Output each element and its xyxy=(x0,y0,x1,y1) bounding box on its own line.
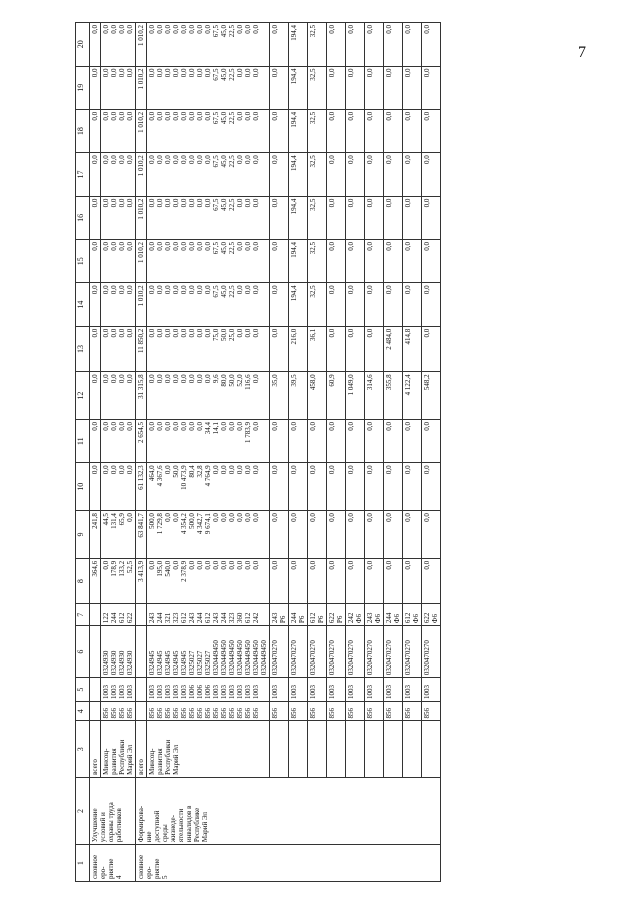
cell-col-10: 0,0 xyxy=(384,463,403,511)
cell-col-4: 856 xyxy=(384,701,403,721)
column-number-19: 19 xyxy=(76,66,90,109)
cell-col-7: 243 Р6 xyxy=(270,604,289,626)
cell-col-4: 856 xyxy=(327,701,346,721)
table-row xyxy=(327,23,346,882)
cell-col-11: 0,0 xyxy=(346,420,365,463)
cell-col-3 xyxy=(289,721,308,777)
cell-col-8: 0,0 xyxy=(346,558,365,604)
cell-col-20: 194,4 xyxy=(289,23,308,67)
table-row xyxy=(422,23,441,882)
cell-col-18: 0,0 xyxy=(384,109,403,152)
cell-col-14: 0,0 0,0 0,0 0,0 xyxy=(101,283,136,326)
cell-col-7: 612 Р6 xyxy=(308,604,327,626)
cell-col-16: 0,0 0,0 0,0 0,0 0,0 0,0 0,0 0,0 67,5 45,0 22,5 0,0 0,0 0,0 xyxy=(147,196,270,239)
cell-col-18: 194,4 xyxy=(289,109,308,152)
cell-col-13: 0,0 xyxy=(90,326,101,372)
cell-col-20: 0,0 xyxy=(346,23,365,67)
table-row xyxy=(90,23,101,882)
cell-col-11: 0,0 xyxy=(384,420,403,463)
cell-col-14: 194,4 xyxy=(289,283,308,326)
cell-col-13: 36,1 xyxy=(308,326,327,372)
cell-col-6: 0320470270 xyxy=(384,626,403,678)
cell-col-19: 1 010,2 xyxy=(136,66,147,109)
table-row xyxy=(147,23,270,882)
cell-col-20: 0,0 xyxy=(90,23,101,67)
activity-label: сновное еро- риятие 4 xyxy=(90,845,136,882)
cell-col-16: 0,0 xyxy=(90,196,101,239)
cell-col-9: 63 841,7 xyxy=(136,511,147,559)
cell-col-11: 0,0 0,0 0,0 0,0 xyxy=(101,420,136,463)
cell-col-19: 0,0 xyxy=(422,66,441,109)
cell-col-18: 0,0 0,0 0,0 0,0 0,0 0,0 0,0 0,0 67,5 45,0 22,5 0,0 0,0 0,0 xyxy=(147,109,270,152)
cell-col-14: 0,0 xyxy=(90,283,101,326)
cell-col-11: 2 654,5 xyxy=(136,420,147,463)
cell-col-15: 0,0 xyxy=(365,240,384,283)
cell-col-11: 0,0 xyxy=(90,420,101,463)
cell-col-18: 0,0 xyxy=(346,109,365,152)
cell-col-17: 0,0 xyxy=(270,153,289,196)
cell-col-6: 0320470270 xyxy=(289,626,308,678)
cell-col-7 xyxy=(90,604,101,626)
cell-col-19: 0,0 xyxy=(90,66,101,109)
cell-col-14: 0,0 xyxy=(327,283,346,326)
column-number-12: 12 xyxy=(76,372,90,420)
cell-col-15: 0,0 xyxy=(346,240,365,283)
cell-col-5: 1003 1003 1003 1003 1003 1006 1006 1006 1003 1003 1003 1003 1003 1003 xyxy=(147,678,270,702)
budget-table xyxy=(75,22,441,882)
column-number-7: 7 xyxy=(76,604,90,626)
cell-col-14: 0,0 xyxy=(422,283,441,326)
cell-col-3 xyxy=(346,721,365,777)
column-number-4: 4 xyxy=(76,701,90,721)
cell-col-13: 0,0 0,0 0,0 0,0 0,0 0,0 0,0 0,0 75,0 50,0 25,0 0,0 0,0 0,0 xyxy=(147,326,270,372)
cell-col-6: 0320470270 xyxy=(403,626,422,678)
cell-col-18: 0,0 xyxy=(327,109,346,152)
cell-col-18: 0,0 0,0 0,0 0,0 xyxy=(101,109,136,152)
cell-col-10: 0,0 xyxy=(346,463,365,511)
cell-col-20: 1 010,2 xyxy=(136,23,147,67)
cell-col-16: 0,0 xyxy=(384,196,403,239)
activity-label: сновное еро- риятие 5 xyxy=(136,845,441,882)
cell-col-18: 0,0 xyxy=(422,109,441,152)
table-row xyxy=(384,23,403,882)
cell-col-12: 31 315,8 xyxy=(136,372,147,420)
cell-col-20: 0,0 xyxy=(403,23,422,67)
cell-col-5: 1003 xyxy=(289,678,308,702)
activity-name: Улучшение условий и охраны труда работников xyxy=(90,777,136,844)
cell-col-5: 1003 xyxy=(384,678,403,702)
cell-col-20: 0,0 xyxy=(327,23,346,67)
column-number-14: 14 xyxy=(76,283,90,326)
cell-col-14: 0,0 xyxy=(270,283,289,326)
cell-col-3: Минсоц- развития Республики Марий Эл xyxy=(147,721,270,777)
cell-col-16: 0,0 xyxy=(403,196,422,239)
cell-col-6 xyxy=(136,626,147,678)
cell-col-13: 0,0 xyxy=(270,326,289,372)
cell-col-13: 414,8 xyxy=(403,326,422,372)
cell-col-16: 1 010,2 xyxy=(136,196,147,239)
cell-col-12: 458,0 xyxy=(308,372,327,420)
cell-col-7: 244 Р6 xyxy=(289,604,308,626)
cell-col-5 xyxy=(90,678,101,702)
cell-col-6 xyxy=(90,626,101,678)
cell-col-5: 1003 1003 1003 1003 xyxy=(101,678,136,702)
cell-col-10: 0,0 0,0 0,0 0,0 xyxy=(101,463,136,511)
cell-col-14: 1 010,2 xyxy=(136,283,147,326)
cell-col-8: 0,0 xyxy=(422,558,441,604)
column-number-3: 3 xyxy=(76,721,90,777)
cell-col-12: 548,2 xyxy=(422,372,441,420)
cell-col-7: 622 Ф6 xyxy=(422,604,441,626)
cell-col-15: 0,0 xyxy=(422,240,441,283)
cell-col-6: 0320470270 xyxy=(422,626,441,678)
cell-col-19: 0,0 0,0 0,0 0,0 0,0 0,0 0,0 0,0 67,5 45,0 22,5 0,0 0,0 0,0 xyxy=(147,66,270,109)
cell-col-5: 1003 xyxy=(422,678,441,702)
column-number-6: 6 xyxy=(76,626,90,678)
cell-col-19: 194,4 xyxy=(289,66,308,109)
cell-col-5: 1003 xyxy=(308,678,327,702)
column-number-20: 20 xyxy=(76,23,90,67)
cell-col-13: 216,0 xyxy=(289,326,308,372)
rotated-table-sheet xyxy=(75,22,615,882)
cell-col-17: 0,0 xyxy=(90,153,101,196)
cell-col-9: 0,0 xyxy=(289,511,308,559)
cell-col-9: 0,0 xyxy=(403,511,422,559)
cell-col-5: 1003 xyxy=(327,678,346,702)
cell-col-12: 314,6 xyxy=(365,372,384,420)
cell-col-6: 0320470270 xyxy=(327,626,346,678)
cell-col-20: 0,0 xyxy=(422,23,441,67)
cell-col-12: 0,0 0,0 0,0 0,0 0,0 0,0 0,0 0,0 9,6 80,0 50,0 52,0 116,6 0,0 xyxy=(147,372,270,420)
cell-col-9: 0,0 xyxy=(422,511,441,559)
cell-col-7: 242 Ф6 xyxy=(346,604,365,626)
cell-col-13: 2 484,0 xyxy=(384,326,403,372)
cell-col-6: 0320470270 xyxy=(270,626,289,678)
cell-col-4: 856 xyxy=(365,701,384,721)
cell-col-20: 0,0 0,0 0,0 0,0 xyxy=(101,23,136,67)
table-row xyxy=(346,23,365,882)
cell-col-14: 32,5 xyxy=(308,283,327,326)
cell-col-18: 0,0 xyxy=(365,109,384,152)
cell-col-4: 856 856 856 856 856 856 856 856 856 856 856 856 856 856 xyxy=(147,701,270,721)
cell-col-3: всего xyxy=(90,721,101,777)
cell-col-13: 11 850,2 xyxy=(136,326,147,372)
cell-col-12: 355,8 xyxy=(384,372,403,420)
cell-col-18: 32,5 xyxy=(308,109,327,152)
cell-col-7: 622 Р6 xyxy=(327,604,346,626)
cell-col-12: 35,0 xyxy=(270,372,289,420)
cell-col-3 xyxy=(384,721,403,777)
cell-col-8: 0,0 xyxy=(365,558,384,604)
table-row xyxy=(289,23,308,882)
cell-col-4: 856 xyxy=(422,701,441,721)
column-number-9: 9 xyxy=(76,511,90,559)
cell-col-17: 0,0 xyxy=(346,153,365,196)
cell-col-15: 32,5 xyxy=(308,240,327,283)
column-number-17: 17 xyxy=(76,153,90,196)
cell-col-17: 0,0 0,0 0,0 0,0 xyxy=(101,153,136,196)
cell-col-12: 60,9 xyxy=(327,372,346,420)
cell-col-6: 0320470270 xyxy=(346,626,365,678)
cell-col-4: 856 856 856 856 xyxy=(101,701,136,721)
cell-col-8: 364,6 xyxy=(90,558,101,604)
cell-col-15: 0,0 xyxy=(270,240,289,283)
column-number-2: 2 xyxy=(76,777,90,844)
cell-col-9: 0,0 xyxy=(384,511,403,559)
cell-col-13: 0,0 xyxy=(422,326,441,372)
cell-col-15: 0,0 xyxy=(90,240,101,283)
cell-col-19: 0,0 xyxy=(346,66,365,109)
cell-col-9: 0,0 xyxy=(308,511,327,559)
cell-col-20: 0,0 xyxy=(270,23,289,67)
column-number-10: 10 xyxy=(76,463,90,511)
cell-col-3 xyxy=(365,721,384,777)
cell-col-17: 0,0 xyxy=(365,153,384,196)
cell-col-16: 0,0 xyxy=(327,196,346,239)
cell-col-15: 0,0 0,0 0,0 0,0 xyxy=(101,240,136,283)
cell-col-6: 0320470270 xyxy=(308,626,327,678)
cell-col-9: 241,8 xyxy=(90,511,101,559)
cell-col-14: 0,0 xyxy=(403,283,422,326)
cell-col-12: 1 049,0 xyxy=(346,372,365,420)
cell-col-17: 0,0 xyxy=(384,153,403,196)
cell-col-10: 0,0 xyxy=(270,463,289,511)
cell-col-11: 0,0 xyxy=(308,420,327,463)
cell-col-3 xyxy=(270,721,289,777)
column-number-11: 11 xyxy=(76,420,90,463)
cell-col-17: 0,0 xyxy=(403,153,422,196)
cell-col-20: 0,0 0,0 0,0 0,0 0,0 0,0 0,0 0,0 67,5 45,0 22,5 0,0 0,0 0,0 xyxy=(147,23,270,67)
cell-col-10: 0,0 xyxy=(403,463,422,511)
cell-col-18: 0,0 xyxy=(403,109,422,152)
cell-col-17: 0,0 xyxy=(422,153,441,196)
cell-col-7 xyxy=(136,604,147,626)
cell-col-4 xyxy=(90,701,101,721)
cell-col-15: 194,4 xyxy=(289,240,308,283)
cell-col-6: 0324930 0324930 0324930 0324930 xyxy=(101,626,136,678)
cell-col-10: 61 132,3 xyxy=(136,463,147,511)
cell-col-9: 44,5 131,4 65,9 0,0 xyxy=(101,511,136,559)
column-number-16: 16 xyxy=(76,196,90,239)
cell-col-9: 0,0 xyxy=(346,511,365,559)
cell-col-16: 0,0 xyxy=(270,196,289,239)
page-number: 7 xyxy=(578,44,586,61)
cell-col-15: 1 010,2 xyxy=(136,240,147,283)
cell-col-20: 0,0 xyxy=(384,23,403,67)
cell-col-10: 0,0 xyxy=(308,463,327,511)
cell-col-15: 0,0 xyxy=(327,240,346,283)
cell-col-11: 0,0 xyxy=(403,420,422,463)
cell-col-16: 194,4 xyxy=(289,196,308,239)
cell-col-7: 244 Ф6 xyxy=(384,604,403,626)
cell-col-8: 0,0 xyxy=(308,558,327,604)
column-number-15: 15 xyxy=(76,240,90,283)
cell-col-5: 1003 xyxy=(270,678,289,702)
cell-col-7: 612 Ф6 xyxy=(403,604,422,626)
cell-col-16: 0,0 xyxy=(346,196,365,239)
activity-name: Формирова- ние доступной среды жизнеде- ятельности инвалидов в Республике Марий Эл xyxy=(136,777,441,844)
cell-col-17: 194,4 xyxy=(289,153,308,196)
cell-col-5: 1003 xyxy=(403,678,422,702)
cell-col-19: 0,0 0,0 0,0 0,0 xyxy=(101,66,136,109)
column-number-18: 18 xyxy=(76,109,90,152)
cell-col-3 xyxy=(327,721,346,777)
column-number-8: 8 xyxy=(76,558,90,604)
cell-col-8: 0,0 195,0 540,0 0,0 2 378,9 0,0 0,0 0,0 0,0 0,0 0,0 0,0 0,0 0,0 xyxy=(147,558,270,604)
cell-col-6: 0324945 0324945 0324945 0324945 0324945 0325027 0325027 0325027 0320449450 0320449450 0320449450 0320449450 0320449450 0320449450 0320449450 xyxy=(147,626,270,678)
cell-col-10: 0,0 xyxy=(327,463,346,511)
cell-col-7: 122 244 612 622 xyxy=(101,604,136,626)
cell-col-11: 0,0 xyxy=(365,420,384,463)
cell-col-20: 32,5 xyxy=(308,23,327,67)
cell-col-17: 0,0 xyxy=(327,153,346,196)
cell-col-12: 0,0 xyxy=(90,372,101,420)
table-row xyxy=(101,23,136,882)
cell-col-6: 0320470270 xyxy=(365,626,384,678)
cell-col-8: 0,0 xyxy=(270,558,289,604)
cell-col-14: 0,0 xyxy=(384,283,403,326)
cell-col-10: 464,0 4 367,6 0,0 50,0 10 473,9 80,4 32,8 4 764,9 0,0 0,0 0,0 0,0 0,0 0,0 xyxy=(147,463,270,511)
cell-col-8: 0,0 178,9 133,2 52,5 xyxy=(101,558,136,604)
cell-col-8: 0,0 xyxy=(327,558,346,604)
cell-col-5: 1003 xyxy=(365,678,384,702)
cell-col-10: 0,0 xyxy=(365,463,384,511)
cell-col-4: 856 xyxy=(289,701,308,721)
column-number-1: 1 xyxy=(76,845,90,882)
cell-col-19: 0,0 xyxy=(403,66,422,109)
cell-col-8: 0,0 xyxy=(403,558,422,604)
cell-col-11: 0,0 xyxy=(289,420,308,463)
cell-col-13: 0,0 xyxy=(365,326,384,372)
cell-col-10: 0,0 xyxy=(422,463,441,511)
cell-col-8: 0,0 xyxy=(384,558,403,604)
column-number-13: 13 xyxy=(76,326,90,372)
cell-col-7: 243 Ф6 xyxy=(365,604,384,626)
cell-col-5: 1003 xyxy=(346,678,365,702)
cell-col-16: 0,0 xyxy=(422,196,441,239)
cell-col-19: 0,0 xyxy=(365,66,384,109)
cell-col-9: 500,0 1 729,8 0,0 0,0 4 354,2 500,0 4 342,7 9 674,1 0,0 0,0 0,0 0,0 0,0 0,0 xyxy=(147,511,270,559)
cell-col-5 xyxy=(136,678,147,702)
cell-col-16: 0,0 xyxy=(365,196,384,239)
cell-col-3 xyxy=(308,721,327,777)
cell-col-18: 0,0 xyxy=(90,109,101,152)
table-row xyxy=(308,23,327,882)
cell-col-17: 0,0 0,0 0,0 0,0 0,0 0,0 0,0 0,0 67,5 45,0 22,5 0,0 0,0 0,0 xyxy=(147,153,270,196)
cell-col-8: 3 413,9 xyxy=(136,558,147,604)
cell-col-13: 0,0 xyxy=(327,326,346,372)
cell-col-9: 0,0 xyxy=(365,511,384,559)
cell-col-15: 0,0 xyxy=(403,240,422,283)
table-row xyxy=(365,23,384,882)
cell-col-19: 0,0 xyxy=(270,66,289,109)
cell-col-13: 0,0 0,0 0,0 0,0 xyxy=(101,326,136,372)
cell-col-13: 0,0 xyxy=(346,326,365,372)
cell-col-11: 0,0 0,0 0,0 0,0 0,0 0,0 0,0 34,4 14,1 0,0 0,0 0,0 1 783,9 0,0 xyxy=(147,420,270,463)
cell-col-7: 243 244 321 323 612 243 244 612 243 244 323 360 612 242 xyxy=(147,604,270,626)
cell-col-18: 0,0 xyxy=(270,109,289,152)
cell-col-16: 32,5 xyxy=(308,196,327,239)
cell-col-19: 32,5 xyxy=(308,66,327,109)
cell-col-15: 0,0 xyxy=(384,240,403,283)
cell-col-11: 0,0 xyxy=(270,420,289,463)
table-row xyxy=(403,23,422,882)
cell-col-9: 0,0 xyxy=(327,511,346,559)
cell-col-12: 39,5 xyxy=(289,372,308,420)
cell-col-19: 0,0 xyxy=(384,66,403,109)
cell-col-4 xyxy=(136,701,147,721)
cell-col-4: 856 xyxy=(346,701,365,721)
cell-col-14: 0,0 xyxy=(346,283,365,326)
column-number-row xyxy=(76,23,90,882)
cell-col-8: 0,0 xyxy=(289,558,308,604)
cell-col-15: 0,0 0,0 0,0 0,0 0,0 0,0 0,0 0,0 67,5 45,0 22,5 0,0 0,0 0,0 xyxy=(147,240,270,283)
cell-col-17: 32,5 xyxy=(308,153,327,196)
cell-col-16: 0,0 0,0 0,0 0,0 xyxy=(101,196,136,239)
cell-col-20: 0,0 xyxy=(365,23,384,67)
cell-col-4: 856 xyxy=(270,701,289,721)
table-row xyxy=(270,23,289,882)
cell-col-14: 0,0 0,0 0,0 0,0 0,0 0,0 0,0 0,0 67,5 45,0 22,5 0,0 0,0 0,0 xyxy=(147,283,270,326)
cell-col-10: 0,0 xyxy=(289,463,308,511)
cell-col-3: всего xyxy=(136,721,147,777)
cell-col-12: 4 122,4 xyxy=(403,372,422,420)
cell-col-3 xyxy=(422,721,441,777)
table-row xyxy=(136,23,147,882)
cell-col-11: 0,0 xyxy=(422,420,441,463)
cell-col-4: 856 xyxy=(403,701,422,721)
cell-col-9: 0,0 xyxy=(270,511,289,559)
cell-col-3: Минсоц- развития Республики Марий Эл xyxy=(101,721,136,777)
column-number-5: 5 xyxy=(76,678,90,702)
cell-col-10: 0,0 xyxy=(90,463,101,511)
cell-col-11: 0,0 xyxy=(327,420,346,463)
cell-col-19: 0,0 xyxy=(327,66,346,109)
cell-col-12: 0,0 0,0 0,0 0,0 xyxy=(101,372,136,420)
cell-col-17: 1 010,2 xyxy=(136,153,147,196)
cell-col-3 xyxy=(403,721,422,777)
cell-col-4: 856 xyxy=(308,701,327,721)
cell-col-18: 1 010,2 xyxy=(136,109,147,152)
cell-col-14: 0,0 xyxy=(365,283,384,326)
